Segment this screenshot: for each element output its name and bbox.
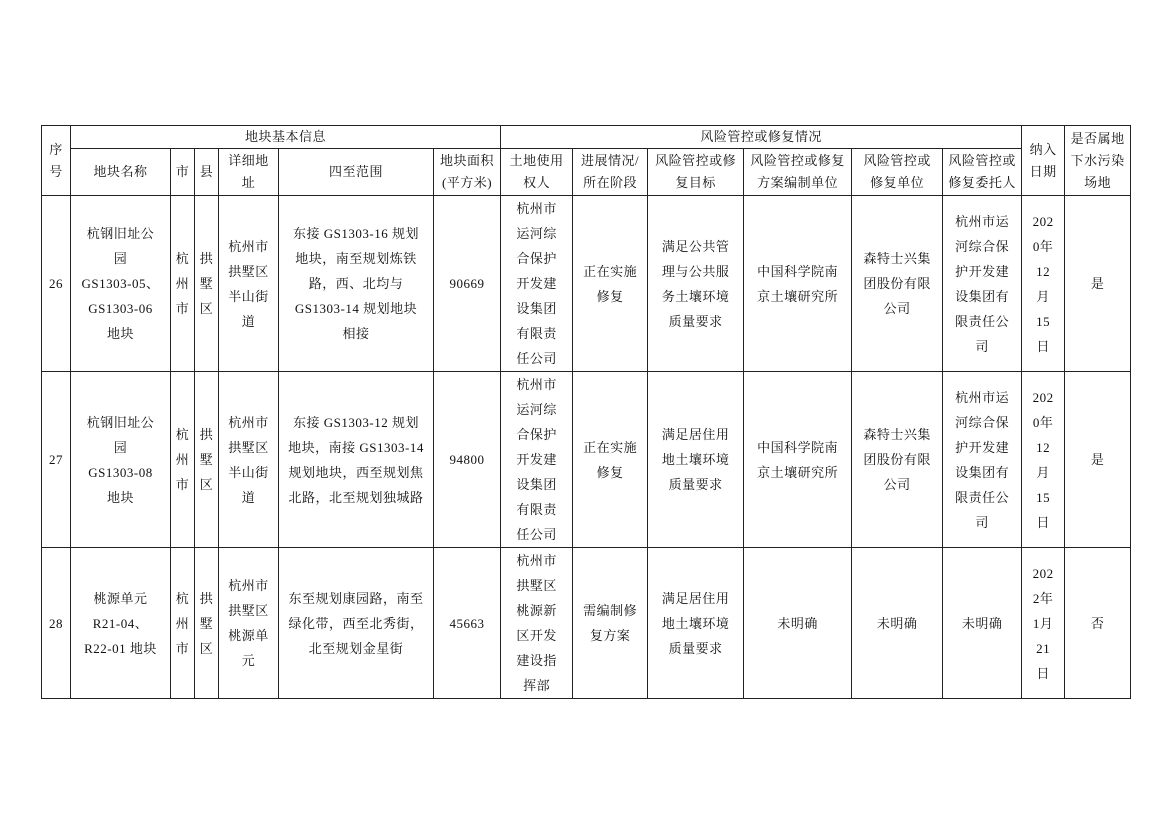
cell-owner: 杭州市 运河综 合保护 开发建 设集团 有限责 任公司 — [501, 372, 573, 548]
cell-seq: 26 — [42, 196, 71, 372]
header-group-risk: 风险管控或修复情况 — [501, 126, 1022, 149]
cell-client: 杭州市运 河综合保 护开发建 设集团有 限责任公 司 — [943, 196, 1022, 372]
cell-repair-unit: 未明确 — [852, 548, 943, 699]
cell-date: 202 0年 12 月 15 日 — [1022, 372, 1065, 548]
table-row — [42, 548, 1131, 699]
cell-owner: 杭州市 拱墅区 桃源新 区开发 建设指 挥部 — [501, 548, 573, 699]
cell-date: 202 0年 12 月 15 日 — [1022, 196, 1065, 372]
cell-progress: 正在实施 修复 — [573, 196, 648, 372]
cell-target: 满足居住用 地土壤环境 质量要求 — [648, 372, 744, 548]
cell-date: 202 2年 1月 21 日 — [1022, 548, 1065, 699]
cell-bounds: 东接 GS1303-12 规划 地块，南接 GS1303-14 规划地块，西至规划焦 北路，北至规划独城路 — [279, 372, 434, 548]
cell-target: 满足公共管 理与公共服 务土壤环境 质量要求 — [648, 196, 744, 372]
header-target: 风险管控或修 复目标 — [648, 149, 744, 196]
cell-owner: 杭州市 运河综 合保护 开发建 设集团 有限责 任公司 — [501, 196, 573, 372]
cell-groundwater: 是 — [1065, 196, 1131, 372]
header-repair-unit: 风险管控或 修复单位 — [852, 149, 943, 196]
cell-repair-unit: 森特士兴集 团股份有限 公司 — [852, 196, 943, 372]
table-row — [42, 372, 1131, 548]
cell-progress: 正在实施 修复 — [573, 372, 648, 548]
cell-progress: 需编制修 复方案 — [573, 548, 648, 699]
cell-address: 杭州市 拱墅区 半山街 道 — [219, 196, 279, 372]
cell-name: 杭钢旧址公 园 GS1303-05、 GS1303-06 地块 — [71, 196, 171, 372]
cell-name: 桃源单元 R21-04、 R22-01 地块 — [71, 548, 171, 699]
header-groundwater: 是否属地 下水污染 场地 — [1065, 126, 1131, 196]
cell-target: 满足居住用 地土壤环境 质量要求 — [648, 548, 744, 699]
cell-area: 45663 — [434, 548, 501, 699]
cell-city: 杭 州 市 — [171, 548, 195, 699]
header-county: 县 — [195, 149, 219, 196]
cell-area: 90669 — [434, 196, 501, 372]
header-progress: 进展情况/ 所在阶段 — [573, 149, 648, 196]
header-plan-unit: 风险管控或修复 方案编制单位 — [744, 149, 852, 196]
cell-county: 拱 墅 区 — [195, 372, 219, 548]
header-site-name: 地块名称 — [71, 149, 171, 196]
header-include-date: 纳入 日期 — [1022, 126, 1065, 196]
cell-plan-unit: 中国科学院南 京土壤研究所 — [744, 372, 852, 548]
header-owner: 土地使用 权人 — [501, 149, 573, 196]
cell-plan-unit: 中国科学院南 京土壤研究所 — [744, 196, 852, 372]
cell-county: 拱 墅 区 — [195, 548, 219, 699]
cell-plan-unit: 未明确 — [744, 548, 852, 699]
cell-client: 未明确 — [943, 548, 1022, 699]
header-city: 市 — [171, 149, 195, 196]
table-row — [42, 196, 1131, 372]
cell-groundwater: 是 — [1065, 372, 1131, 548]
header-address: 详细地 址 — [219, 149, 279, 196]
header-area: 地块面积 (平方米) — [434, 149, 501, 196]
header-client: 风险管控或 修复委托人 — [943, 149, 1022, 196]
header-group-basic: 地块基本信息 — [71, 126, 501, 149]
cell-seq: 28 — [42, 548, 71, 699]
cell-address: 杭州市 拱墅区 半山街 道 — [219, 372, 279, 548]
contaminated-sites-table — [41, 125, 1131, 699]
cell-area: 94800 — [434, 372, 501, 548]
cell-address: 杭州市 拱墅区 桃源单 元 — [219, 548, 279, 699]
cell-city: 杭 州 市 — [171, 196, 195, 372]
cell-county: 拱 墅 区 — [195, 196, 219, 372]
cell-name: 杭钢旧址公 园 GS1303-08 地块 — [71, 372, 171, 548]
cell-bounds: 东接 GS1303-16 规划 地块，南至规划炼铁 路，西、北均与 GS1303-14 规划地块 相接 — [279, 196, 434, 372]
cell-seq: 27 — [42, 372, 71, 548]
cell-bounds: 东至规划康园路，南至 绿化带，西至北秀街， 北至规划金星街 — [279, 548, 434, 699]
cell-groundwater: 否 — [1065, 548, 1131, 699]
cell-city: 杭 州 市 — [171, 372, 195, 548]
cell-repair-unit: 森特士兴集 团股份有限 公司 — [852, 372, 943, 548]
header-seq: 序 号 — [42, 126, 71, 196]
cell-client: 杭州市运 河综合保 护开发建 设集团有 限责任公 司 — [943, 372, 1022, 548]
header-bounds: 四至范围 — [279, 149, 434, 196]
